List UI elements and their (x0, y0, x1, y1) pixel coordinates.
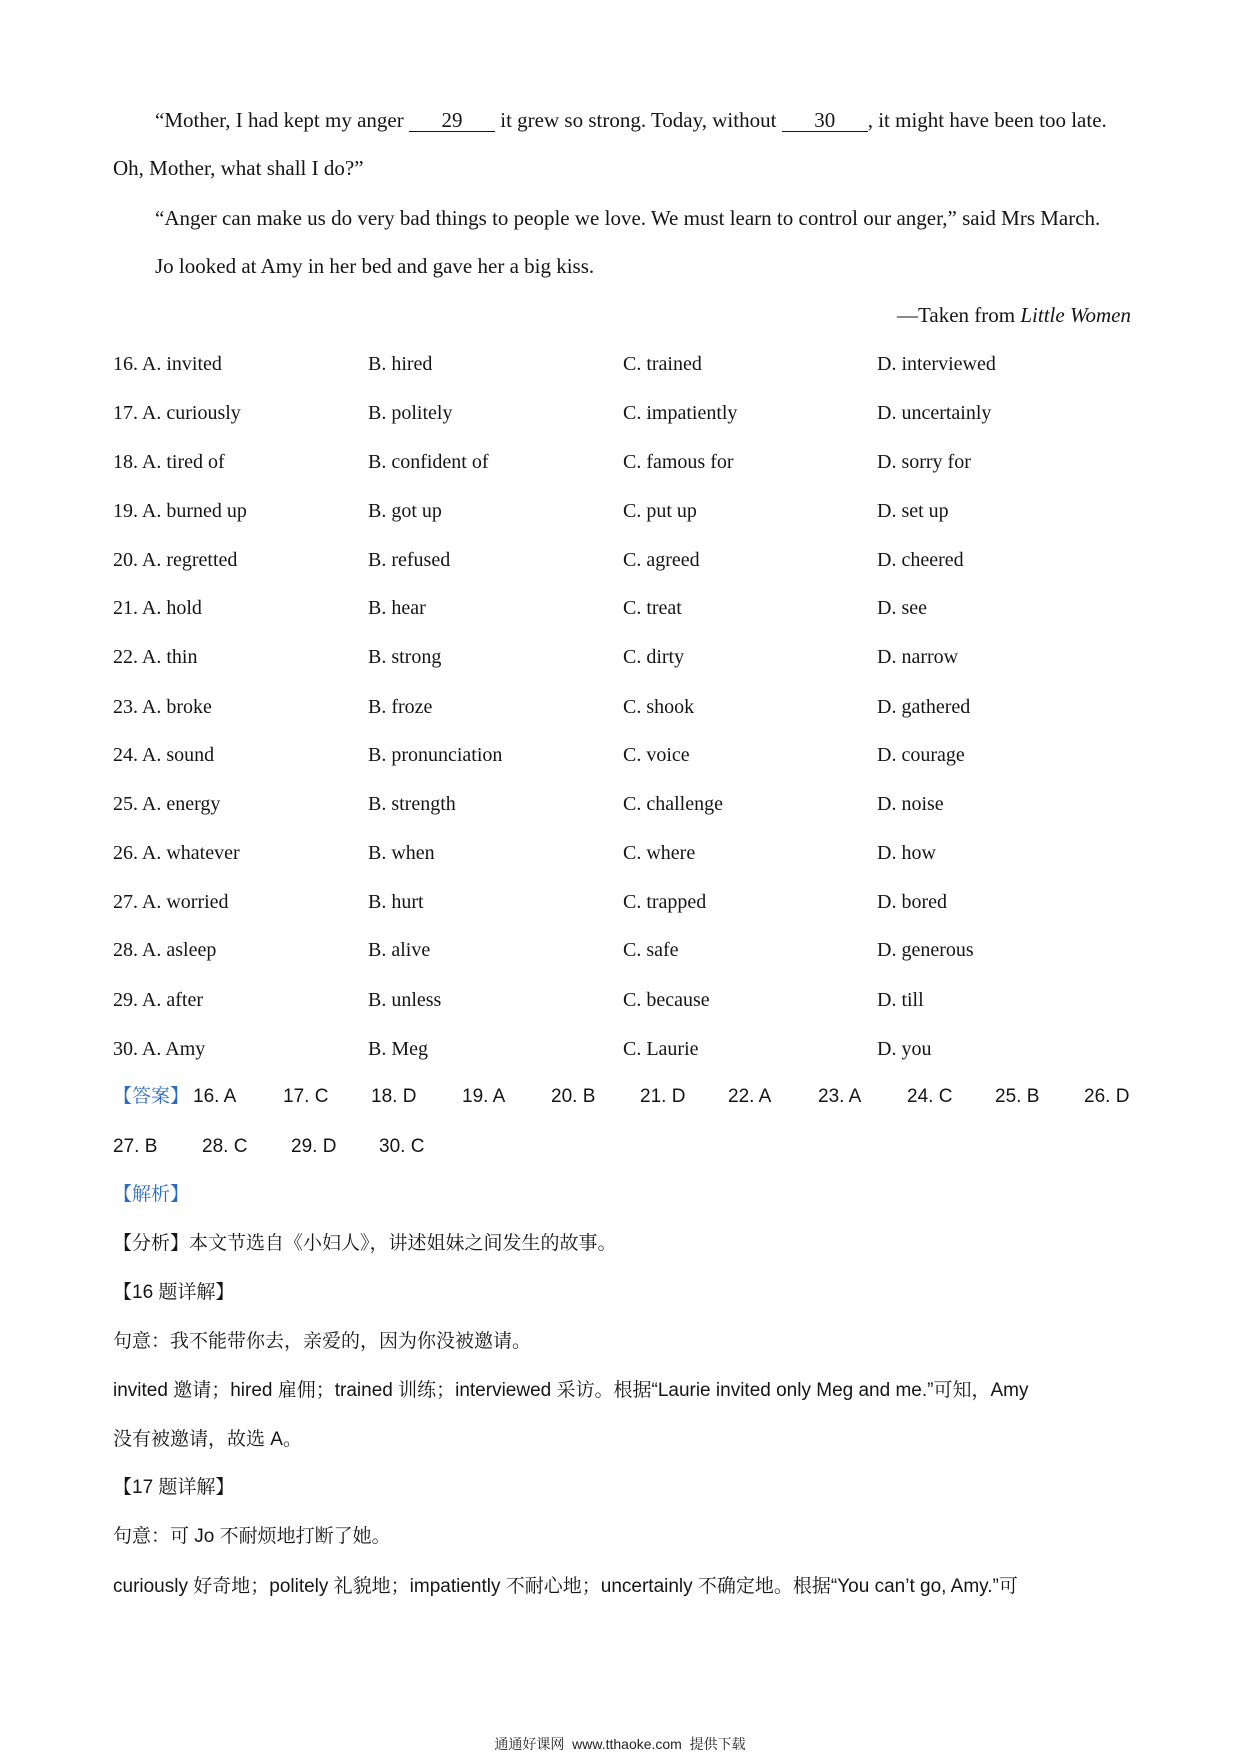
question-17 (0, 399, 1240, 427)
question-number: 19. (113, 500, 138, 522)
option-d: D. courage (877, 744, 965, 766)
option-b: B. hurt (368, 891, 424, 913)
analysis-label: 【解析】 (113, 1184, 190, 1205)
option-a (113, 888, 229, 916)
option-c: C. dirty (623, 646, 685, 668)
answer-line-1 (0, 1083, 1240, 1111)
question-number: 26. (113, 842, 138, 864)
answer-item: 25. B (995, 1086, 1040, 1107)
option-b: B. unless (368, 989, 442, 1011)
option-c: C. treat (623, 597, 682, 619)
question-number: 17. (113, 402, 138, 424)
q17-detail-title: 【17 题详解】 (113, 1477, 235, 1498)
question-number: 22. (113, 646, 138, 668)
option-a (113, 936, 216, 964)
option-a-text: A. broke (141, 696, 212, 718)
blank-number: 30 (814, 108, 836, 132)
option-d: D. cheered (877, 549, 964, 571)
option-b: B. alive (368, 939, 431, 961)
option-b: B. hear (368, 597, 426, 619)
answer-item: 24. C (907, 1086, 953, 1107)
option-a-text: A. thin (141, 646, 198, 668)
option-b: B. Meg (368, 1038, 428, 1060)
option-c: C. famous for (623, 451, 734, 473)
question-20 (0, 546, 1240, 574)
option-a (113, 350, 222, 378)
question-25 (0, 790, 1240, 818)
option-d: D. interviewed (877, 353, 996, 375)
option-b: B. politely (368, 402, 453, 424)
option-c: C. trained (623, 353, 702, 375)
q17-explanation-line-1: curiously 好奇地；politely 礼貌地；impatiently 不耐心地；uncertainly 不确定地。根据“You can’t go, Amy.”可 (113, 1576, 1018, 1597)
option-c: C. agreed (623, 549, 700, 571)
question-24 (0, 741, 1240, 769)
question-number: 24. (113, 744, 138, 766)
question-number: 25. (113, 793, 138, 815)
answer-item: 21. D (640, 1086, 686, 1107)
option-c: C. impatiently (623, 402, 738, 424)
option-b: B. when (368, 842, 435, 864)
blank-29 (409, 109, 495, 132)
question-number: 16. (113, 353, 138, 375)
source-prefix: —Taken from (897, 303, 1016, 327)
option-a (113, 497, 247, 525)
answer-item: 29. D (291, 1136, 337, 1157)
option-a-text: A. energy (141, 793, 221, 815)
option-d: D. narrow (877, 646, 959, 668)
blank-30 (782, 109, 868, 132)
passage-paragraph-2: “Anger can make us do very bad things to people we love. We must learn to control our anger,” said Mrs March. (155, 206, 1101, 230)
q16-sentence-meaning: 句意：我不能带你去，亲爱的，因为你没被邀请。 (113, 1331, 532, 1352)
option-d: D. see (877, 597, 927, 619)
question-number: 28. (113, 939, 138, 961)
option-c: C. put up (623, 500, 697, 522)
option-d: D. set up (877, 500, 949, 522)
answer-item: 23. A (818, 1086, 862, 1107)
option-b: B. got up (368, 500, 442, 522)
option-c: C. challenge (623, 793, 723, 815)
option-b: B. refused (368, 549, 451, 571)
question-number: 20. (113, 549, 138, 571)
option-a-text: A. after (141, 989, 203, 1011)
option-a-text: A. worried (141, 891, 229, 913)
answer-item: 22. A (728, 1086, 772, 1107)
question-number: 21. (113, 597, 138, 619)
source-citation (897, 301, 1131, 329)
question-23 (0, 693, 1240, 721)
passage-paragraph-3: Jo looked at Amy in her bed and gave her a big kiss. (155, 254, 595, 278)
passage-text: , it might have been too late. (867, 108, 1107, 132)
option-a (113, 1035, 205, 1063)
question-27 (0, 888, 1240, 916)
option-c: C. trapped (623, 891, 707, 913)
passage-line-2: Oh, Mother, what shall I do?” (113, 156, 364, 180)
question-18 (0, 448, 1240, 476)
option-d: D. noise (877, 793, 944, 815)
analysis-summary: 【分析】本文节选自《小妇人》，讲述姐妹之间发生的故事。 (113, 1233, 617, 1254)
option-a (113, 986, 203, 1014)
passage-text: “Mother, I had kept my anger (155, 108, 404, 132)
option-a (113, 594, 202, 622)
option-c: C. Laurie (623, 1038, 699, 1060)
answer-item: 18. D (371, 1086, 417, 1107)
option-a (113, 741, 214, 769)
q16-explanation-line-1: invited 邀请；hired 雇佣；trained 训练；interviewed 采访。根据“Laurie invited only Meg and me.”可知，Amy (113, 1380, 1029, 1401)
page-footer: 通通好课网 www.tthaoke.com 提供下载 (494, 1736, 746, 1752)
option-a (113, 839, 240, 867)
question-26 (0, 839, 1240, 867)
passage-line-1 (155, 106, 1131, 134)
q17-sentence-meaning: 句意：可 Jo 不耐烦地打断了她。 (113, 1526, 391, 1547)
option-c: C. where (623, 842, 696, 864)
option-a (113, 643, 197, 671)
option-a-text: A. sound (141, 744, 215, 766)
option-b: B. confident of (368, 451, 489, 473)
question-29 (0, 986, 1240, 1014)
question-19 (0, 497, 1240, 525)
question-30 (0, 1035, 1240, 1063)
option-b: B. froze (368, 696, 433, 718)
answer-item: 28. C (202, 1136, 248, 1157)
option-c: C. shook (623, 696, 695, 718)
option-a-text: A. whatever (141, 842, 240, 864)
q16-explanation-line-2: 没有被邀请，故选 A。 (113, 1429, 302, 1450)
question-number: 23. (113, 696, 138, 718)
option-a (113, 399, 241, 427)
option-a-text: A. Amy (141, 1038, 206, 1060)
question-number: 29. (113, 989, 138, 1011)
option-a-text: A. curiously (141, 402, 241, 424)
option-c: C. because (623, 989, 710, 1011)
option-c: C. voice (623, 744, 690, 766)
question-22 (0, 643, 1240, 671)
question-number: 18. (113, 451, 138, 473)
question-21 (0, 594, 1240, 622)
option-a (113, 448, 225, 476)
option-a-text: A. regretted (141, 549, 238, 571)
option-d: D. uncertainly (877, 402, 992, 424)
answer-item: 27. B (113, 1136, 158, 1157)
blank-number: 29 (441, 108, 463, 132)
q16-detail-title: 【16 题详解】 (113, 1282, 235, 1303)
option-d: D. how (877, 842, 936, 864)
question-28 (0, 936, 1240, 964)
option-a-text: A. hold (141, 597, 202, 619)
option-a (113, 693, 212, 721)
option-d: D. till (877, 989, 924, 1011)
question-16 (0, 350, 1240, 378)
answer-item: 20. B (551, 1086, 596, 1107)
question-number: 27. (113, 891, 138, 913)
option-a-text: A. tired of (141, 451, 225, 473)
option-b: B. hired (368, 353, 433, 375)
option-d: D. you (877, 1038, 932, 1060)
option-d: D. generous (877, 939, 974, 961)
option-b: B. strength (368, 793, 456, 815)
option-d: D. gathered (877, 696, 971, 718)
option-b: B. pronunciation (368, 744, 503, 766)
answer-item: 19. A (462, 1086, 506, 1107)
option-d: D. bored (877, 891, 947, 913)
option-c: C. safe (623, 939, 679, 961)
source-title: Little Women (1020, 303, 1131, 327)
option-d: D. sorry for (877, 451, 971, 473)
answer-label: 【答案】 (113, 1086, 190, 1107)
option-b: B. strong (368, 646, 442, 668)
answer-item: 16. A (193, 1086, 237, 1107)
option-a (113, 546, 237, 574)
answer-item: 17. C (283, 1086, 329, 1107)
answer-item: 26. D (1084, 1086, 1130, 1107)
answer-item: 30. C (379, 1136, 425, 1157)
option-a-text: A. burned up (141, 500, 247, 522)
option-a-text: A. asleep (141, 939, 217, 961)
question-number: 30. (113, 1038, 138, 1060)
passage-text: it grew so strong. Today, without (500, 108, 777, 132)
answer-line-2 (0, 1133, 1240, 1161)
option-a (113, 790, 220, 818)
option-a-text: A. invited (141, 353, 222, 375)
